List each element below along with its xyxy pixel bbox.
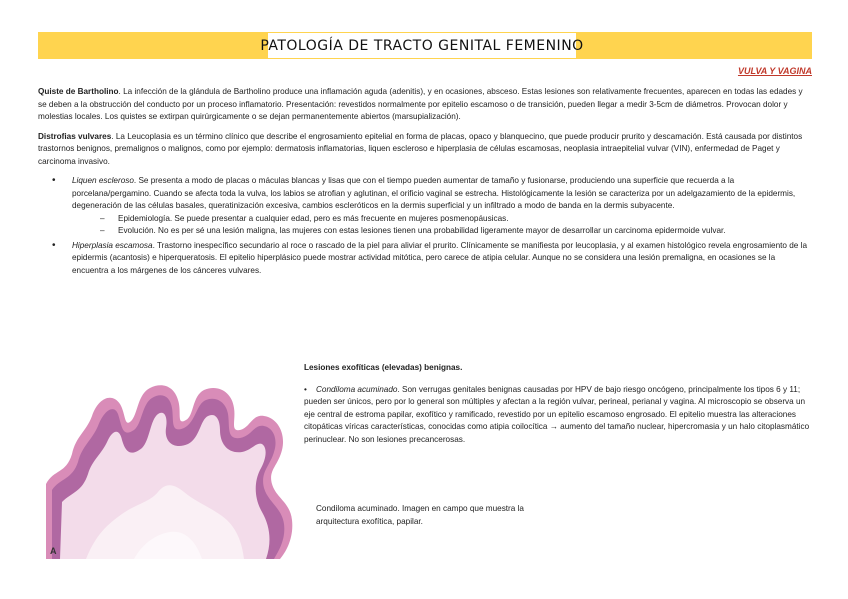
distrofias-paragraph — [38, 131, 812, 169]
bartholin-text: . La infección de la glándula de Bartholino produce una inflamación aguda (adenitis), y en ocasiones, absceso. Estas lesiones son relativamente frecuentes, aparecen en todas las edades y se deben a la obstrucción del conducto por un proceso inflamatorio. Presentación: revestidos normalmente por epitelio escamoso o de transición, pueden llegar a medir 3-5cm de diámetros. Provocan dolor y molestias locales. Los quistes se extirpan quirúrgicamente o se dejan permanentemente abiertos (marsupialización). — [38, 87, 803, 121]
page-title: PATOLOGÍA DE TRACTO GENITAL FEMENINO — [260, 37, 584, 54]
main-content — [38, 86, 812, 279]
liquen-sublist — [72, 213, 812, 238]
bartholin-term: Quiste de Bartholino — [38, 87, 119, 96]
liquen-term: Liquen escleroso — [72, 176, 134, 185]
hiperplasia-term: Hiperplasia escamosa — [72, 240, 153, 250]
histology-image — [46, 374, 298, 559]
condiloma-text: . Son verrugas genitales benignas causadas por HPV de bajo riesgo oncógeno, principalmente los tipos 6 y 11; pueden ser únicos, pero por lo general son múltiples y afectan a la región vulvar, perineal, perianal y vagina. Al microscopio se observa un eje central de estroma papilar, exofítico y ramificado, revestido por un epitelio escamoso engrosado. El epitelio muestra las alteraciones citopáticas víricas características, conocidas como atipia coilocítica → aumento del tamaño nuclear, hipercromasia y un halo citoplasmático perinuclear. No son lesiones precancerosas. — [304, 384, 810, 444]
distrofias-list — [38, 175, 812, 277]
hiperplasia-text: . Trastorno inespecífico secundario al roce o rascado de la piel para aliviar el prurito. Clínicamente se manifiesta por leucoplasia, y al examen histológico revela engrosamiento de la epidermis (acantosis) e hiperqueratosis. El epitelio hiperplásico puede mostrar actividad mitótica, pero carece de atipia celular. Aunque no se considera una lesión premaligna, en ocasiones se la encuentra a los márgenes de los cánceres vulvares. — [72, 240, 808, 275]
title-box — [260, 33, 584, 58]
exofiticas-heading: Lesiones exofíticas (elevadas) benignas. — [304, 363, 463, 372]
list-item-hiperplasia — [72, 240, 812, 278]
section-label: VULVA Y VAGINA — [737, 66, 812, 76]
condyloma-illustration — [46, 374, 298, 559]
distrofias-text: . La Leucoplasia es un término clínico que describe el engrosamiento epitelial en forma de placas, opaco y blanquecino, que puede producir prurito y descamación. Está causada por distintos trastornos benignos, premalignos o malignos, como por ejemplo: dermatosis inflamatorias, liquen escleroso e hiperplasia de células escamosas, neoplasia intraepitelial vulvar (VIN), enfermedad de Paget y carcinoma invasivo. — [38, 131, 803, 166]
sub-item-evolucion: – Evolución. No es per sé una lesión maligna, las mujeres con estas lesiones tienen una probabilidad ligeramente mayor de desarrollar un carcinoma epidermoide vulvar. — [118, 225, 812, 238]
list-item-liquen — [72, 175, 812, 238]
exofiticas-section — [304, 362, 816, 446]
liquen-text: . Se presenta a modo de placas o máculas blancas y lisas que con el tiempo pueden aumentar de tamaño y fusionarse, produciendo una superficie que recuerda a la porcelana/pergamino. Cuando se afecta toda la vulva, los labios se atrofian y aglutinan, el orificio vaginal se estrecha. Histológicamente la lesión se caracteriza por un adelgazamiento de la epidermis, degeneración de las células basales, queratinización excesiva, cambios escleróticos en la dermis superficial y un infiltrado a modo de banda en la dermis subyacente. — [72, 176, 796, 210]
figure-letter: A — [50, 546, 57, 556]
condiloma-bullet: • — [304, 384, 307, 394]
bartholin-paragraph — [38, 86, 812, 124]
distrofias-term: Distrofias vulvares — [38, 131, 112, 141]
figure-caption: Condiloma acuminado. Imagen en campo que muestra la arquitectura exofítica, papilar. — [316, 504, 524, 526]
sub-item-epidemiologia: – Epidemiología. Se puede presentar a cualquier edad, pero es más frecuente en mujeres posmenopáusicas. — [118, 213, 812, 226]
condiloma-term: Condiloma acuminado — [315, 384, 398, 394]
condiloma-paragraph — [304, 384, 816, 447]
